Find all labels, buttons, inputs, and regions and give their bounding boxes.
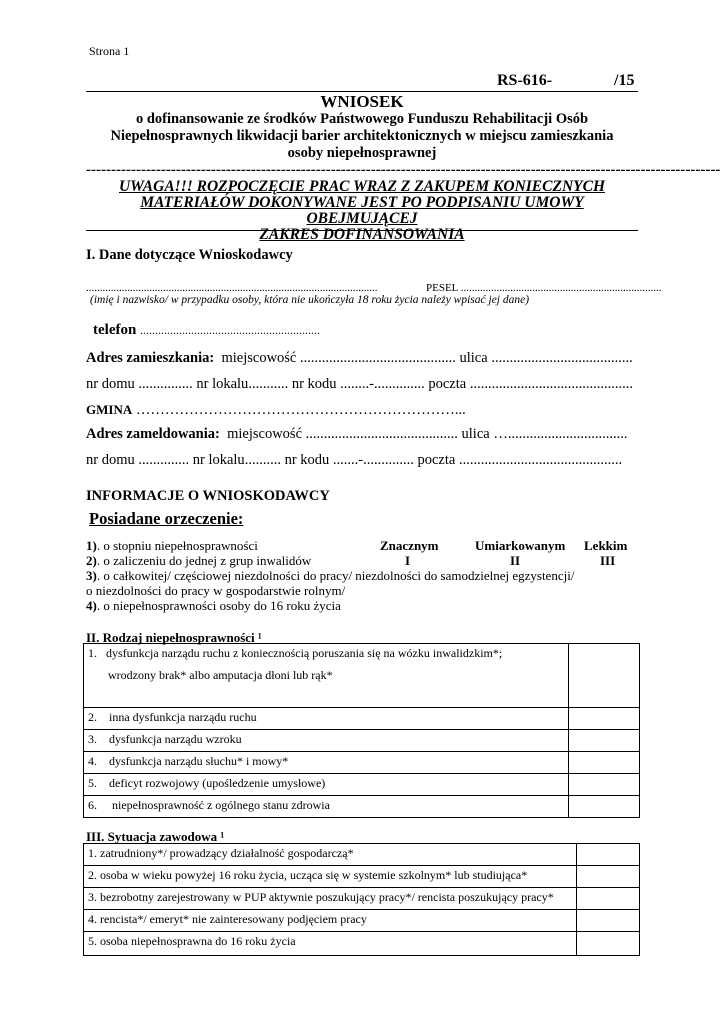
section-3-heading: III. Sytuacja zawodowa ¹ (86, 829, 225, 844)
city-field[interactable]: ........................................... (300, 350, 456, 366)
pesel-field[interactable] (426, 282, 662, 294)
phone-label: telefon (93, 322, 137, 338)
zip-label: nr kodu (291, 376, 337, 392)
name-dots: .......................................................................................................... (86, 282, 378, 294)
employment-status-cell: 4. rencista*/ emeryt* nie zainteresowany podjęciem pracy (84, 910, 577, 932)
post-label: poczta (428, 376, 467, 392)
house-field[interactable]: ............... (138, 376, 193, 392)
page-label: Strona 1 (89, 44, 130, 58)
gmina-label: GMINA (86, 402, 133, 417)
row-text: inna dysfunkcja narządu ruchu (109, 710, 257, 724)
row-text: dysfunkcja narządu wzroku (109, 732, 242, 746)
certificate-item-number: 2) (86, 553, 97, 568)
checkbox-cell[interactable] (569, 730, 640, 752)
street-label: ulica (459, 350, 488, 366)
employment-status-cell: 5. osoba niepełnosprawna do 16 roku życia (84, 932, 577, 956)
post-field[interactable]: ............................................. (469, 376, 633, 392)
phone-field[interactable] (93, 322, 320, 339)
certificate-item-text: . o niepełnosprawności osoby do 16 roku życia (96, 598, 341, 613)
warning-line: ZAKRES DOFINANSOWANIA (259, 226, 465, 243)
row-text: niepełnosprawność z ogólnego stanu zdrowia (112, 798, 330, 812)
table-row (84, 708, 640, 730)
reference-prefix: RS-616- (497, 72, 553, 89)
reg-post-field[interactable]: ............................................. (458, 452, 623, 468)
employment-status-cell: 3. bezrobotny zarejestrowany w PUP aktywnie poszukujący pracy*/ rencista poszukujący pracy* (84, 888, 577, 910)
gmina-field[interactable]: …………………………………………………………... (135, 402, 466, 418)
reg-house-label: nr domu (86, 452, 135, 468)
disability-type-cell (84, 796, 569, 818)
section-2-heading: II. Rodzaj niepełnosprawności ¹ (86, 630, 262, 645)
registered-number-row (86, 452, 622, 469)
group-2[interactable]: II (510, 553, 521, 568)
disability-type-table (83, 643, 640, 818)
disability-type-cell (84, 708, 569, 730)
table-row (84, 888, 640, 910)
house-label: nr domu (86, 376, 135, 392)
checkbox-cell[interactable] (577, 932, 640, 956)
row-text-continued: wrodzony brak* albo amputacja dłoni lub rąk* (108, 668, 333, 682)
section-1-heading: I. Dane dotyczące Wnioskodawcy (86, 247, 293, 263)
row-number: 5. (88, 776, 97, 790)
checkbox-cell[interactable] (569, 774, 640, 796)
degree-mild[interactable]: Lekkim (584, 538, 628, 553)
flat-label: nr lokalu (196, 376, 249, 392)
residence-address-label: Adres zamieszkania: (86, 350, 215, 366)
row-number: 4. (88, 754, 97, 768)
zip-field[interactable]: ........-.............. (340, 376, 425, 392)
certificate-item-text: . o całkowitej/ częściowej niezdolności do pracy/ niezdolności do samodzielnej egzystencji/ (96, 568, 575, 583)
reg-house-field[interactable]: .............. (138, 452, 190, 468)
reg-city-field[interactable]: .......................................... (305, 426, 458, 442)
reference-suffix: /15 (614, 72, 635, 89)
subtitle-line: Niepełnosprawnych likwidacji barier architektonicznych w miejscu zamieszkania (110, 128, 614, 144)
row-number: 2. (88, 710, 97, 724)
checkbox-cell[interactable] (569, 708, 640, 730)
checkbox-cell[interactable] (569, 796, 640, 818)
warning-line: MATERIAŁÓW DOKONYWANE JEST PO PODPISANIU UMOWY OBEJMUJĄCEJ (140, 194, 584, 227)
reg-zip-field[interactable]: .......-.............. (332, 452, 414, 468)
table-row (84, 910, 640, 932)
certificate-item-number: 1) (86, 538, 97, 553)
row-number: 3. (88, 732, 97, 746)
reg-flat-label: nr lokalu (192, 452, 245, 468)
certificate-item-text: . o stopniu niepełnosprawności (96, 538, 258, 553)
reg-street-field[interactable]: …................................. (493, 426, 628, 442)
pesel-dots: ......................................................................... (460, 282, 662, 294)
city-label: miejscowość (221, 350, 297, 366)
reg-post-label: poczta (417, 452, 456, 468)
certificate-item-number: 4) (86, 598, 97, 613)
certificate-item-number: 3) (86, 568, 97, 583)
form-subtitle (86, 111, 638, 162)
pesel-label: PESEL (426, 282, 458, 294)
checkbox-cell[interactable] (569, 752, 640, 774)
name-field[interactable] (86, 282, 378, 294)
degree-moderate[interactable]: Umiarkowanym (475, 538, 566, 553)
reg-street-label: ulica (461, 426, 490, 442)
table-row (84, 932, 640, 956)
employment-status-table (83, 843, 640, 956)
certificate-item[interactable] (86, 553, 646, 568)
group-1[interactable]: I (405, 553, 411, 568)
subtitle-line: o dofinansowanie ze środków Państwowego Funduszu Rehabilitacji Osób (135, 111, 589, 127)
degree-significant[interactable]: Znacznym (380, 538, 439, 553)
registered-address-label: Adres zameldowania: (86, 426, 220, 442)
disability-type-cell (84, 644, 569, 708)
employment-status-cell: 2. osoba w wieku powyżej 16 roku życia, ucząca się w systemie szkolnym* lub studiująca* (84, 866, 577, 888)
checkbox-cell[interactable] (569, 644, 640, 708)
checkbox-cell[interactable] (577, 888, 640, 910)
info-heading: INFORMACJE O WNIOSKODAWCY (86, 488, 330, 504)
dashed-separator: ------------------------------------------------------------------------------------------------------------------------------- (86, 162, 721, 178)
row-number: 1. (88, 646, 97, 660)
phone-dots: ............................................................ (139, 323, 320, 337)
row-text: deficyt rozwojowy (upośledzenie umysłowe) (109, 776, 326, 790)
warning-notice (86, 179, 638, 243)
checkbox-cell[interactable] (577, 866, 640, 888)
table-row (84, 730, 640, 752)
employment-status-cell: 1. zatrudniony*/ prowadzący działalność gospodarczą* (84, 844, 577, 866)
gmina-row (86, 402, 466, 419)
row-text: dysfunkcja narządu ruchu z koniecznością poruszania się na wózku inwalidzkim*; (106, 646, 503, 660)
name-note: (imię i nazwisko/ w przypadku osoby, która nie ukończyła 18 roku życia należy wpisać jej dane) (90, 294, 530, 306)
certificate-item[interactable] (86, 598, 646, 613)
disability-type-cell (84, 752, 569, 774)
certificate-item-text: o niezdolności do pracy w gospodarstwie rolnym/ (86, 583, 346, 598)
reg-flat-field[interactable]: .......... (244, 452, 281, 468)
reg-zip-label: nr kodu (284, 452, 330, 468)
flat-field[interactable]: ........... (248, 376, 289, 392)
table-row (84, 866, 640, 888)
table-row (84, 644, 640, 708)
street-field[interactable]: ....................................... (491, 350, 633, 366)
certificate-item-continued (86, 583, 646, 598)
disability-type-cell (84, 730, 569, 752)
row-number: 6. (88, 798, 97, 812)
group-3[interactable]: III (600, 553, 616, 568)
checkbox-cell[interactable] (577, 844, 640, 866)
certificate-item-text: . o zaliczeniu do jednej z grup inwalidów (96, 553, 312, 568)
reg-city-label: miejscowość (227, 426, 303, 442)
warning-rule (86, 230, 638, 231)
subtitle-line: osoby niepełnosprawnej (287, 145, 437, 161)
certificate-heading: Posiadane orzeczenie: (89, 509, 244, 528)
residence-number-row (86, 376, 633, 393)
disability-type-cell (84, 774, 569, 796)
table-row (84, 796, 640, 818)
certificate-item[interactable] (86, 568, 646, 583)
residence-address-row (86, 350, 633, 367)
warning-line: UWAGA!!! ROZPOCZĘCIE PRAC WRAZ Z ZAKUPEM KONIECZNYCH (118, 178, 606, 195)
table-row (84, 774, 640, 796)
registered-address-row (86, 426, 627, 443)
row-text: dysfunkcja narządu słuchu* i mowy* (109, 754, 289, 768)
table-row (84, 752, 640, 774)
table-row (84, 844, 640, 866)
form-title: WNIOSEK (320, 92, 404, 111)
checkbox-cell[interactable] (577, 910, 640, 932)
